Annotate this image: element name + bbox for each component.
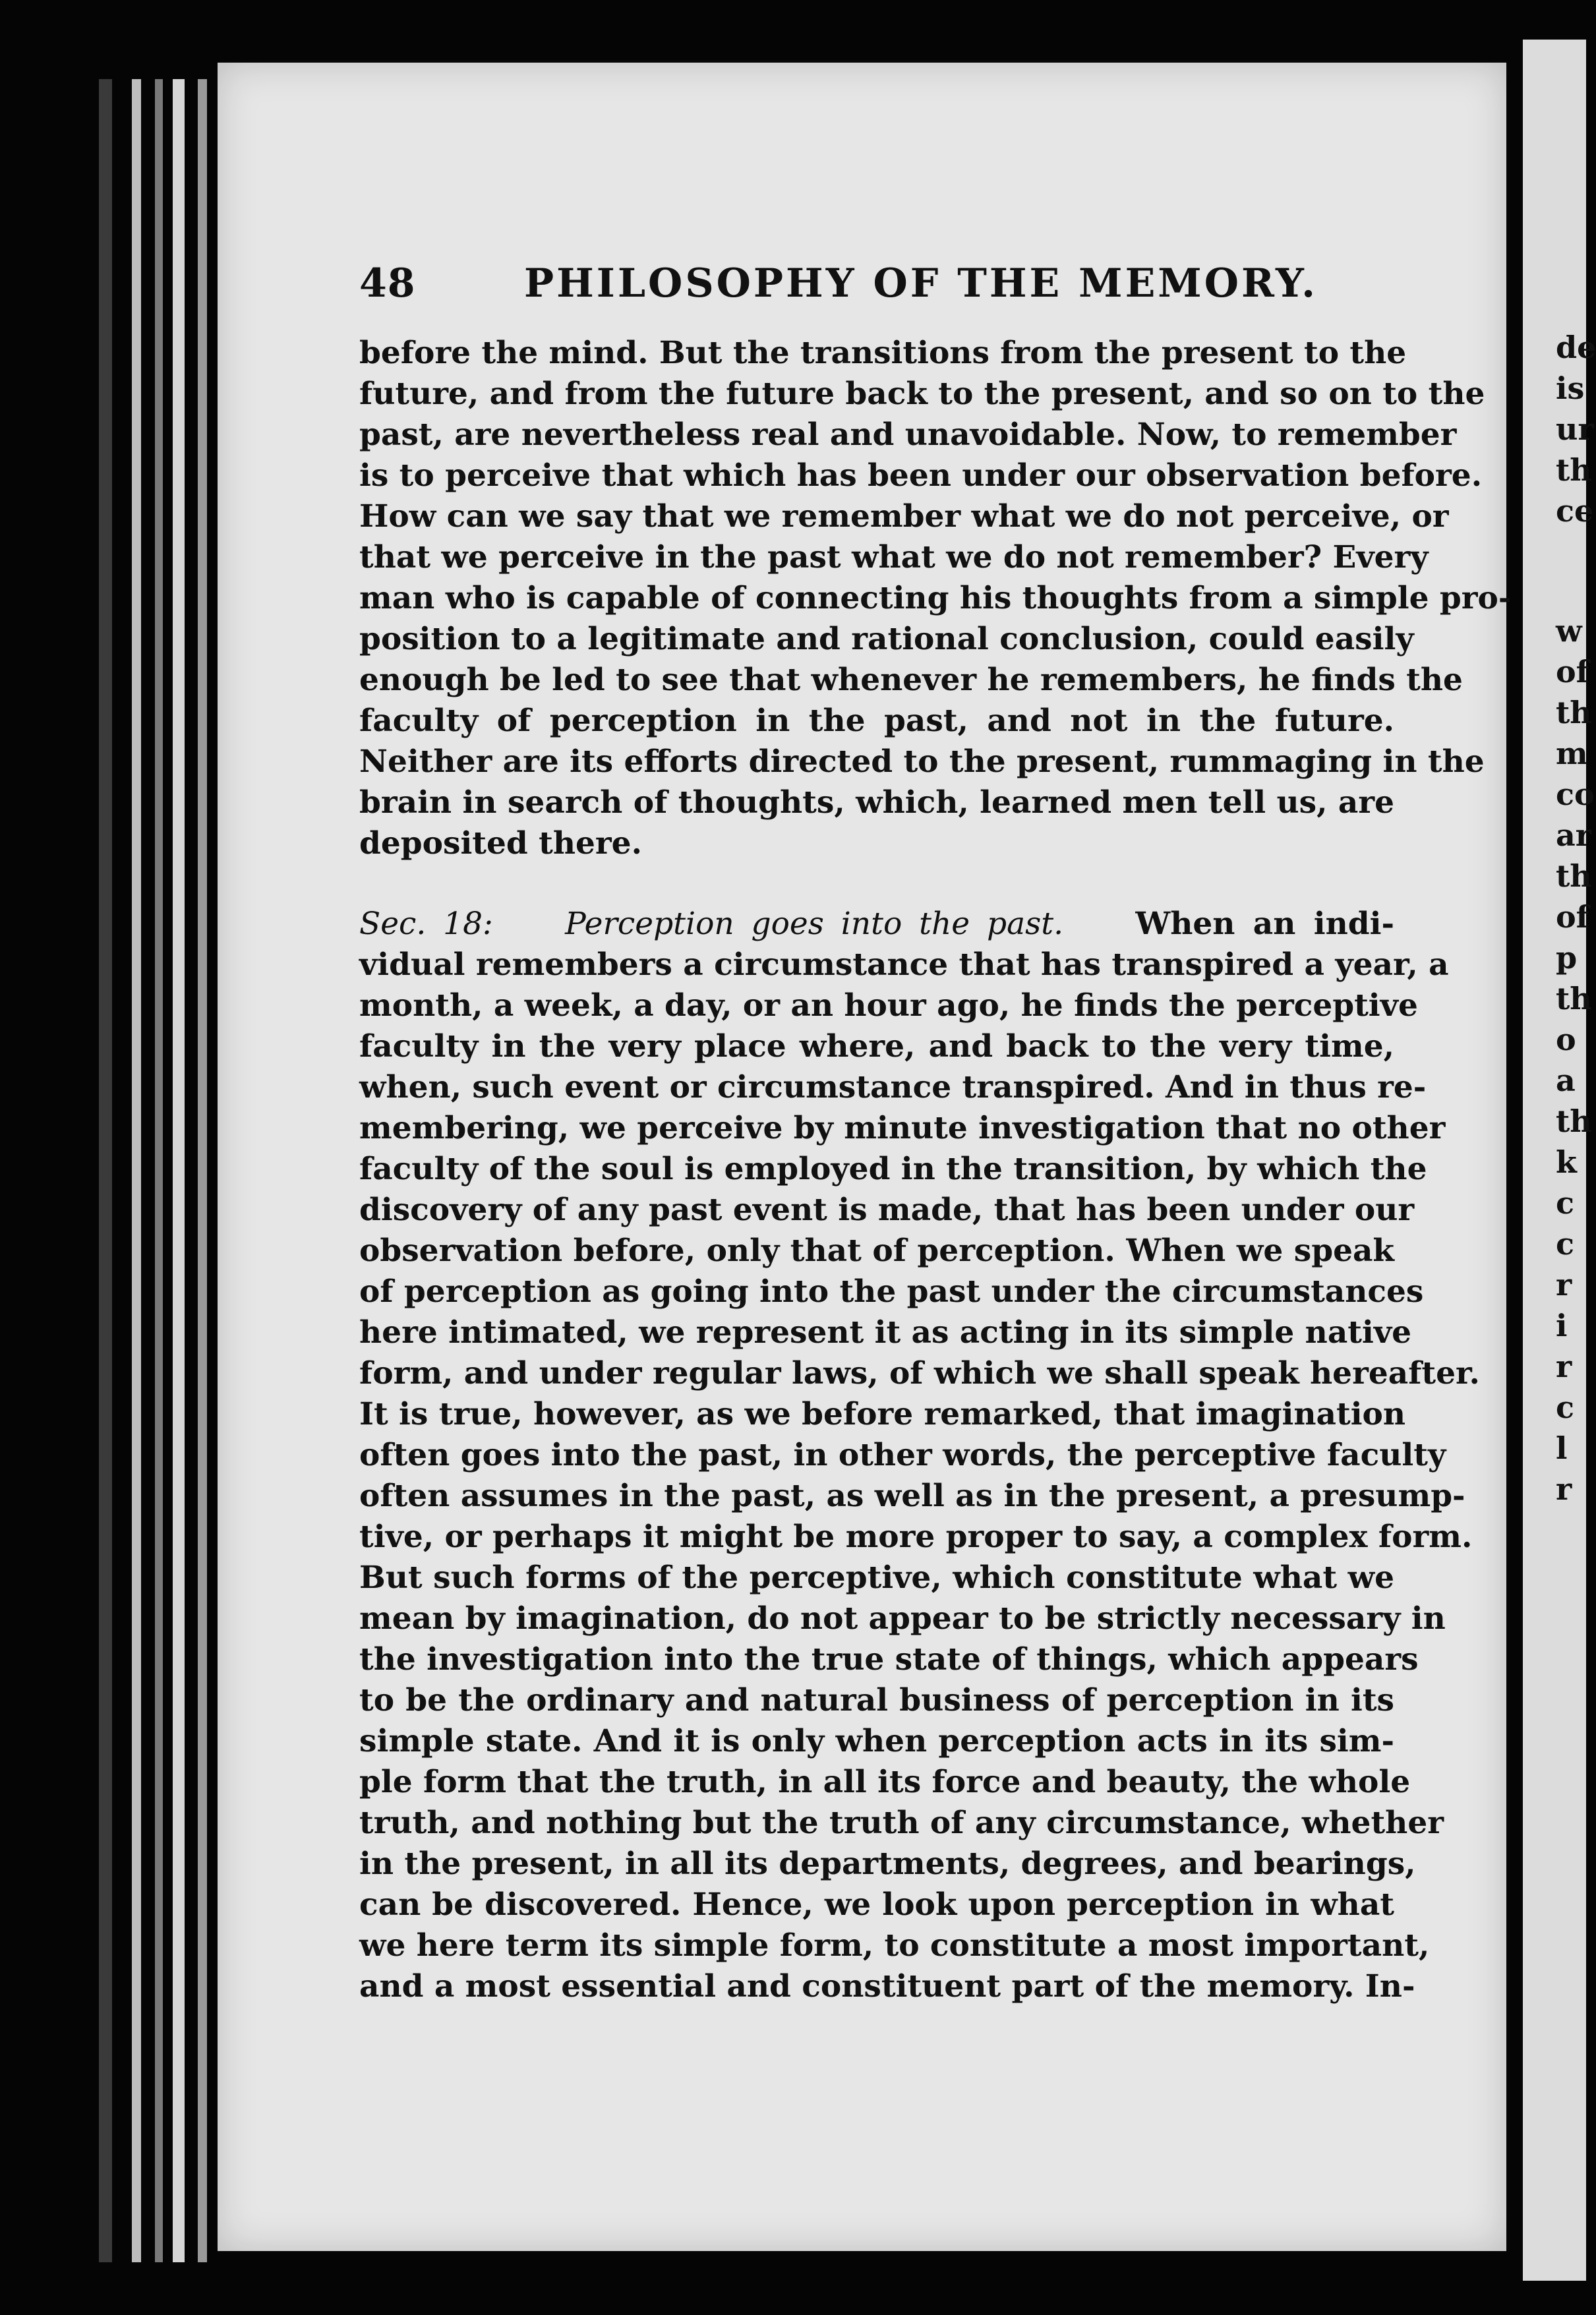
- facing-page-fragment: r: [1556, 1267, 1572, 1303]
- text-line: of perception as going into the past under the circumstances: [359, 1274, 1424, 1310]
- text-line: month, a week, a day, or an hour ago, he finds the perceptive: [359, 987, 1418, 1024]
- facing-page-fragment: w: [1556, 613, 1582, 649]
- facing-page-fragment: of: [1556, 899, 1589, 935]
- facing-page-fragment: o: [1556, 1022, 1576, 1057]
- facing-page-fragment: of: [1556, 654, 1589, 689]
- facing-page-fragment: c: [1556, 1185, 1575, 1221]
- facing-page-edge: [1523, 40, 1596, 2281]
- paragraph-1: [359, 333, 1512, 864]
- text-line: discovery of any past event is made, that has been under our: [359, 1192, 1415, 1228]
- book-edge: [132, 79, 141, 2262]
- facing-page-fragment: r: [1556, 1349, 1572, 1384]
- text-line: to be the ordinary and natural business of perception in its: [359, 1682, 1394, 1718]
- text-line: But such forms of the perceptive, which constitute what we: [359, 1560, 1394, 1596]
- text-line: observation before, only that of perception. When we speak: [359, 1233, 1394, 1269]
- facing-page-fragment: ar: [1556, 817, 1592, 853]
- text-line: vidual remembers a circumstance that has transpired a year, a: [359, 947, 1449, 983]
- facing-page-fragment: th: [1556, 981, 1592, 1016]
- text-line: faculty of the soul is employed in the transition, by which the: [359, 1151, 1427, 1187]
- text-line: is to perceive that which has been under our observation before.: [359, 457, 1483, 494]
- facing-page-fragment: p: [1556, 940, 1578, 976]
- page-header: [359, 260, 1394, 333]
- text-line: position to a legitimate and rational conclusion, could easily: [359, 621, 1414, 657]
- facing-page-fragment: th: [1556, 452, 1592, 488]
- text-line: the investigation into the true state of things, which appears: [359, 1641, 1419, 1678]
- facing-page-fragment: m: [1556, 736, 1588, 771]
- text-line: deposited there.: [359, 825, 642, 862]
- book-edge: [155, 79, 163, 2262]
- text-line: that we perceive in the past what we do not remember? Every: [359, 539, 1429, 575]
- text-line: ple form that the truth, in all its force and beauty, the whole: [359, 1764, 1411, 1800]
- book-edge: [198, 79, 207, 2262]
- left-page: [218, 63, 1512, 2251]
- facing-page-fragment: l: [1556, 1430, 1568, 1466]
- text-line: when, such event or circumstance transpired. And in thus re-: [359, 1069, 1427, 1105]
- facing-page-fragment: c: [1556, 1226, 1575, 1262]
- text-line: faculty of perception in the past, and not in the future.: [359, 703, 1394, 739]
- facing-page-fragment: th: [1556, 1103, 1592, 1139]
- page-text-block: [359, 260, 1512, 2172]
- book-edge: [99, 79, 112, 2262]
- text-line: membering, we perceive by minute investigation that no other: [359, 1110, 1446, 1146]
- text-line: often goes into the past, in other words, the perceptive faculty: [359, 1437, 1446, 1473]
- book-edge: [173, 79, 185, 2262]
- facing-page-fragment: i: [1556, 1308, 1568, 1343]
- facing-page-fragment: ce: [1556, 493, 1594, 529]
- text-line: How can we say that we remember what we do not perceive, or: [359, 498, 1449, 535]
- text-line: Neither are its efforts directed to the present, rummaging in the: [359, 744, 1485, 780]
- paragraph-2: [359, 945, 1480, 2007]
- text-line: mean by imagination, do not appear to be strictly necessary in: [359, 1600, 1446, 1637]
- text-line: enough be led to see that whenever he remembers, he finds the: [359, 662, 1463, 698]
- text-line: past, are nevertheless real and unavoidable. Now, to remember: [359, 417, 1457, 453]
- page-number: 48: [359, 260, 416, 307]
- facing-page-fragment: c: [1556, 1390, 1575, 1425]
- facing-page-fragment: ur: [1556, 411, 1594, 447]
- paragraph-gap: [359, 864, 1394, 904]
- text-line: truth, and nothing but the truth of any circumstance, whether: [359, 1805, 1444, 1841]
- text-line: future, and from the future back to the present, and so on to the: [359, 376, 1485, 412]
- section-first-line-rest: When an indi-: [1135, 906, 1394, 942]
- facing-page-fragment: de: [1556, 330, 1596, 365]
- text-line: man who is capable of connecting his thoughts from a simple pro-: [359, 580, 1512, 616]
- text-line: brain in search of thoughts, which, learned men tell us, are: [359, 784, 1394, 821]
- text-line: in the present, in all its departments, degrees, and bearings,: [359, 1846, 1416, 1882]
- text-line: here intimated, we represent it as acting in its simple native: [359, 1314, 1412, 1351]
- running-title: PHILOSOPHY OF THE MEMORY.: [524, 260, 1318, 307]
- facing-page-fragment: th: [1556, 858, 1592, 894]
- text-line: often assumes in the past, as well as in the present, a presump-: [359, 1478, 1465, 1514]
- text-line: and a most essential and constituent part of the memory. In-: [359, 1968, 1415, 2005]
- text-line: form, and under regular laws, of which we shall speak hereafter.: [359, 1355, 1480, 1392]
- facing-page-fragment: co: [1556, 777, 1595, 812]
- facing-page-fragment: is: [1556, 370, 1585, 406]
- text-line: we here term its simple form, to constitute a most important,: [359, 1927, 1430, 1964]
- text-line: before the mind. But the transitions from the present to the: [359, 335, 1407, 371]
- text-line: can be discovered. Hence, we look upon perception in what: [359, 1887, 1394, 1923]
- section-heading: Perception goes into the past.: [565, 906, 1064, 942]
- text-line: tive, or perhaps it might be more proper to say, a complex form.: [359, 1519, 1473, 1555]
- text-line: It is true, however, as we before remarked, that imagination: [359, 1396, 1406, 1432]
- facing-page-fragment: k: [1556, 1144, 1577, 1180]
- text-line: faculty in the very place where, and back to the very time,: [359, 1028, 1394, 1065]
- facing-page-fragment: th: [1556, 695, 1592, 730]
- section-heading-line: [359, 904, 1394, 945]
- section-label: Sec. 18:: [359, 906, 493, 942]
- facing-page-fragment: a: [1556, 1063, 1576, 1098]
- text-line: simple state. And it is only when perception acts in its sim-: [359, 1723, 1394, 1759]
- facing-page-fragment: r: [1556, 1471, 1572, 1507]
